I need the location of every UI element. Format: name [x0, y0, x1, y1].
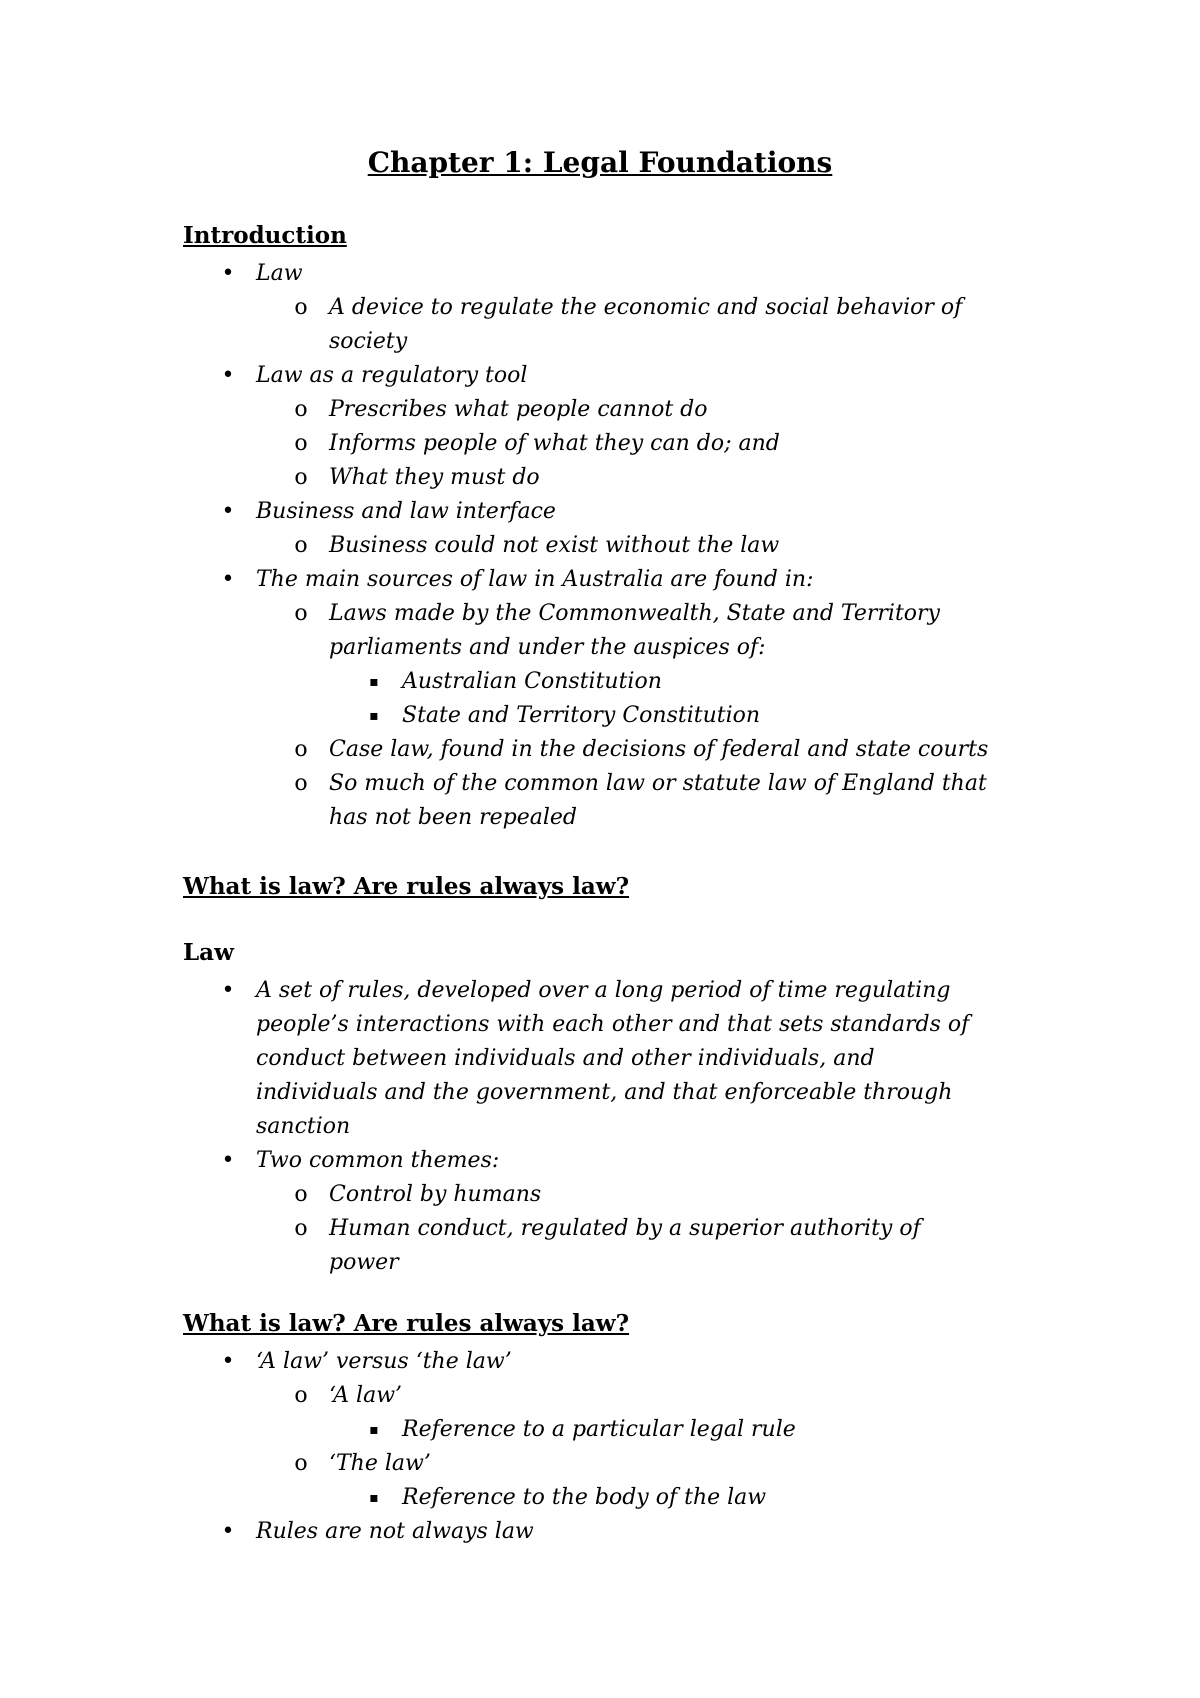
square-marker: ▪: [369, 1490, 379, 1506]
list-item-text: State and Territory Constitution: [402, 703, 761, 728]
list-item: [221, 1345, 512, 1379]
list-item-text: So much of the common law or statute law of England that: [329, 771, 987, 796]
list-item-text: Reference to a particular legal rule: [402, 1417, 796, 1442]
list-item-continuation: [256, 1008, 969, 1042]
list-item-text: Reference to the body of the law: [402, 1485, 767, 1510]
list-item-continuation: [329, 325, 407, 359]
bullet-marker: •: [221, 499, 235, 524]
list-item-continuation: [329, 631, 766, 665]
list-item: [221, 974, 951, 1008]
list-item-text: Law: [256, 261, 303, 286]
list-item: [369, 1481, 767, 1515]
list-item-text: Control by humans: [329, 1182, 542, 1207]
list-item-text: individuals and the government, and that enforceable through: [256, 1080, 953, 1105]
circle-marker: o: [294, 737, 308, 762]
circle-marker: o: [294, 771, 308, 796]
list-item-text: has not been repealed: [329, 805, 577, 830]
list-item-text: What they must do: [329, 465, 540, 490]
list-item: [221, 257, 303, 291]
list-item-text: A set of rules, developed over a long period of time regulating: [256, 978, 951, 1003]
list-item-text: people’s interactions with each other and that sets standards of: [256, 1012, 970, 1037]
list-item: [221, 1515, 534, 1549]
list-item: [221, 359, 528, 393]
list-item-text: Business could not exist without the law: [329, 533, 780, 558]
list-item-text: ‘A law’ versus ‘the law’: [256, 1349, 512, 1374]
list-item-text: power: [329, 1250, 399, 1275]
list-item: [294, 529, 780, 563]
list-item-text: sanction: [256, 1114, 351, 1139]
bullet-marker: •: [221, 261, 235, 286]
list-item-continuation: [256, 1076, 952, 1110]
list-item: [294, 427, 780, 461]
list-item: [294, 461, 540, 495]
circle-marker: o: [294, 601, 308, 626]
list-item-text: Laws made by the Commonwealth, State and Territory: [329, 601, 940, 626]
list-item: [294, 1178, 542, 1212]
bullet-marker: •: [221, 363, 235, 388]
list-item: [294, 767, 987, 801]
list-item-text: Australian Constitution: [402, 669, 662, 694]
list-item-text: ‘A law’: [329, 1383, 403, 1408]
list-item: [294, 291, 963, 325]
section-heading-law: Law: [183, 939, 234, 966]
list-item-text: Law as a regulatory tool: [256, 363, 528, 388]
circle-marker: o: [294, 533, 308, 558]
document-title: Chapter 1: Legal Foundations: [367, 146, 833, 179]
list-item: [221, 1144, 500, 1178]
list-item: [294, 1379, 403, 1413]
list-item: [221, 563, 814, 597]
list-item: [221, 495, 556, 529]
list-item-text: conduct between individuals and other individuals, and: [256, 1046, 875, 1071]
circle-marker: o: [294, 465, 308, 490]
list-item-text: ‘The law’: [329, 1451, 431, 1476]
list-item-continuation: [329, 801, 577, 835]
list-item-text: parliaments and under the auspices of:: [329, 635, 766, 660]
list-item-text: Two common themes:: [256, 1148, 500, 1173]
bullet-marker: •: [221, 567, 235, 592]
bullet-marker: •: [221, 1349, 235, 1374]
square-marker: ▪: [369, 708, 379, 724]
list-item-text: Informs people of what they can do; and: [329, 431, 780, 456]
circle-marker: o: [294, 1383, 308, 1408]
list-item-continuation: [256, 1110, 350, 1144]
square-marker: ▪: [369, 674, 379, 690]
list-item-text: Case law, found in the decisions of federal and state courts: [329, 737, 989, 762]
list-item: [369, 665, 662, 699]
bullet-marker: •: [221, 978, 235, 1003]
list-item-text: society: [329, 329, 408, 354]
list-item-text: Business and law interface: [256, 499, 556, 524]
list-item: [294, 597, 940, 631]
section-heading-what-is-law-2: What is law? Are rules always law?: [183, 1310, 630, 1337]
section-heading-introduction: Introduction: [183, 222, 347, 249]
list-item: [294, 1212, 921, 1246]
list-item: [294, 733, 989, 767]
circle-marker: o: [294, 295, 308, 320]
list-item-continuation: [329, 1246, 399, 1280]
list-item-text: A device to regulate the economic and social behavior of: [329, 295, 963, 320]
bullet-marker: •: [221, 1148, 235, 1173]
list-item: [294, 1447, 431, 1481]
list-item-continuation: [256, 1042, 875, 1076]
list-item-text: The main sources of law in Australia are found in:: [256, 567, 814, 592]
list-item-text: Rules are not always law: [256, 1519, 534, 1544]
circle-marker: o: [294, 397, 308, 422]
list-item: [294, 393, 708, 427]
circle-marker: o: [294, 1216, 308, 1241]
list-item-text: Human conduct, regulated by a superior authority of: [329, 1216, 921, 1241]
circle-marker: o: [294, 1451, 308, 1476]
circle-marker: o: [294, 1182, 308, 1207]
bullet-marker: •: [221, 1519, 235, 1544]
square-marker: ▪: [369, 1422, 379, 1438]
list-item: [369, 1413, 796, 1447]
circle-marker: o: [294, 431, 308, 456]
list-item-text: Prescribes what people cannot do: [329, 397, 708, 422]
list-item: [369, 699, 761, 733]
section-heading-what-is-law: What is law? Are rules always law?: [183, 873, 630, 900]
